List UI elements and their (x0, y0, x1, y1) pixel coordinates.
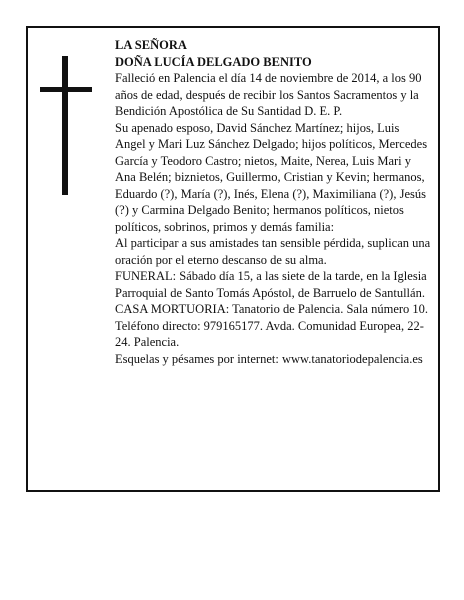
death-announcement: Falleció en Palencia el día 14 de noviembre de 2014, a los 90 años de edad, después de recibir los Santos Sacramentos y la Bendición Apostólica de Su Santidad D. E. P. (115, 71, 422, 118)
prayer-request: Al participar a sus amistades tan sensible pérdida, suplican una oración por el eterno descanso de su alma. (115, 236, 431, 267)
online-condolences: Esquelas y pésames por internet: www.tanatoriodepalencia.es (115, 351, 423, 366)
deceased-name: DOÑA LUCÍA DELGADO BENITO (115, 54, 312, 69)
funeral-home-details: CASA MORTUORIA: Tanatorio de Palencia. Sala número 10. Teléfono directo: 979165177. Avda. Comunidad Europea, 22-24. Palencia. (115, 302, 429, 349)
funeral-details: FUNERAL: Sábado día 15, a las siete de la tarde, en la Iglesia Parroquial de Santo Tomás Apóstol, de Barruelo de Santullán. (115, 269, 427, 300)
cross-vertical-bar (62, 56, 68, 195)
cross-horizontal-bar (40, 87, 92, 92)
heading-title: LA SEÑORA (115, 38, 187, 52)
obituary-text (115, 37, 431, 367)
family-list: Su apenado esposo, David Sánchez Martínez; hijos, Luis Angel y Mari Luz Sánchez Delgado; hijos políticos, Mercedes García y Teodoro Castro; nietos, Maite, Nerea, Luis Mari y Ana Belén; biznietos, Guillermo, Cristian y Kevin; hermanos, Eduardo (?), María (?), Inés, Elena (?), Maximiliana (?), Jesús (?) y Carmina Delgado Benito; hermanos políticos, nietos políticos, sobrinos, primos y demás familia: (115, 120, 428, 234)
